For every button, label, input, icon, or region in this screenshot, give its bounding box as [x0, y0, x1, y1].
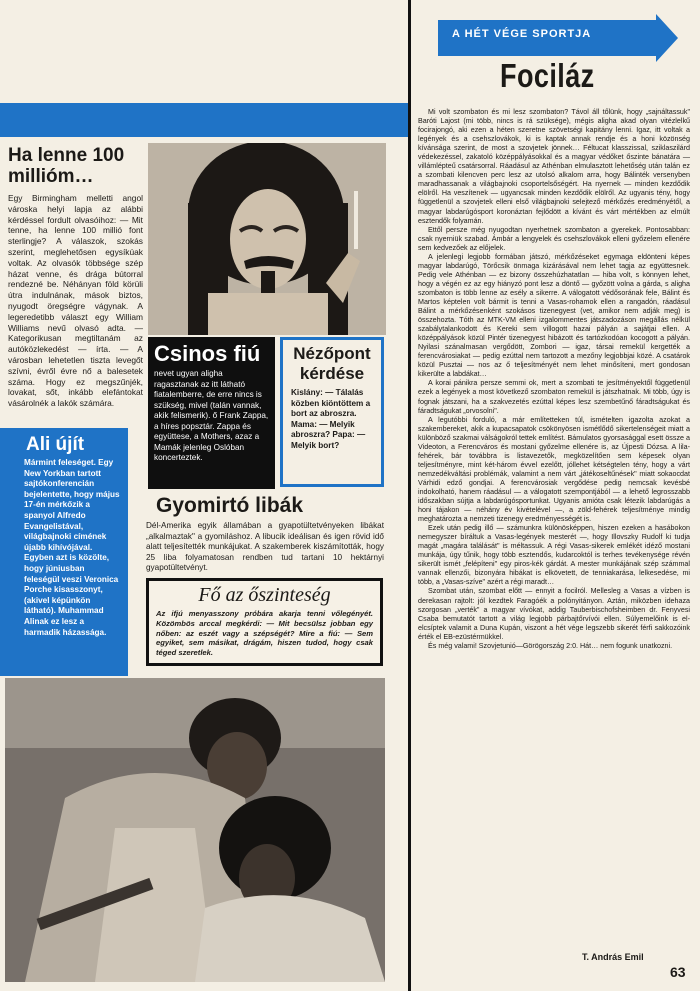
million-title: Ha lenne 100 millióm…: [8, 145, 125, 187]
article-paragraph: Mi volt szombaton és mi lesz szombaton? Távol áll tőlünk, hogy „sajnáltassuk" Baróti Lajost (mi több, nincs is rá szüksége), mégis aligha akad olyan vitézlelkű focirajongó, aki ezen a héten szeretne szövetségi kapitány lenni. Igaz, itt voltak a legények és a csehszlovákok, ki is kaptak annak rendje és a honi közönség kívánsága szerint, de most a szovjetek jönnek… Féltucat klasszissal, sziklaszilárd védekezéssel, zakatoló középpályásokkal és a magyar védőket őszinte bánatára — villámlépteű csatársorral. Ráadásul az Athénban elmulasztott lehetőség után talán ez a szombati kilencven perc lesz az utolsó alkalom arra, hogy Bálinték versenyben maradhassanak a világbajnoki csoportelsőségért. Ha nyernek — minden kezdődik elölről. Ha veszítenek — ugyancsak minden kezdődik elölről. Az ugyanis tény, hogy függetlenül a szovjetek elleni első világbajnoki selejtező mérkőzés eredményétől, a magyar labdarúgósport koronáztan fejlődött a kívánt és várt mértékben az elmúlt esztendők folyamán.: [418, 108, 690, 225]
gyomirto-title: Gyomirtó libák: [156, 494, 304, 517]
million-body: Egy Birmingham melletti angol városka helyi lapja az alábbi kérdéssel fordult olvasóihoz: — Mit tenne, ha lenne 100 millió font sterlingje? A válaszok, szokás szerint, meglehetősen egysíkúak voltak. Az olvasók többsége szép házat venne, és drága bútorral rendezné be. Néhányan föld körüli útra indulnának, mások biztos, nyugodt öregségre vágynak. A legeredetibb választ egy William Williams nevű olvasó adta. — Kategorikusan megtiltanám az autóközlekedést — írta. — A városban lehetetlen tiszta levegőt szívni, évről évre nő a balesetek száma. Hogy ez megszűnjék, lovakat, sőt, inkább elefántokat vásárolnék a lakók számára.: [8, 193, 143, 409]
article-paragraph: A korai pánikra persze semmi ok, mert a szombati te jesítményektől függetlenül ezek a legények a most következő szombaton remekül is játszhatnak. Mi több, úgy is fognak játszani, ha a szakvezetés ezúttal képes lesz szembetűnő fáradtságukat és fáradtságukat „orvosolni".: [418, 379, 690, 415]
section-label: A HÉT VÉGE SPORTJA: [452, 28, 592, 40]
ali-couple-photo: [5, 678, 385, 982]
article-paragraph: Szombat után, szombat előtt — ennyit a focilról. Mellesleg a Vasas a vízben is derekasan rajtolt: jól kezdtek Faragóék a polónyitányon. Aztán, miközben idehaza szorgosan „verték" a magyar vívókat, addig Tauberbischofsheimben dr. Fenyvesi Csaba bemutatót tartott a világ legjobb párbajtőrvívói ellen. Súlyemelőink is el-elcsíptek valamit a Duna Kupán, viszont a hét vége legszebb sikerét férfi sakkozóink érték el EB-ezüstérmükkel.: [418, 587, 690, 641]
column-divider: [408, 0, 411, 991]
article-body: [418, 108, 690, 651]
fo-az-oszinteseg-box: [146, 578, 383, 666]
fo-title: Fő az őszinteség: [198, 584, 331, 606]
ali-body: Mármint feleséget. Egy New Yorkban tartott sajtókonferencián bejelentette, hogy május 17-én mérkőzik a spanyol Alfredo Evangelistával, világbajnoki címének újabb kihívójával. Egyben azt is közölte, hogy júniusban feleségül veszi Veronica Porche kisasszonyt, (akivel képünkön látható). Muhammad Alinak ez lesz a harmadik házassága.: [24, 458, 120, 637]
gyomirto-body: Dél-Amerika egyik államában a gyapotültetvényeken libákat „alkalmaztak" a gyomiláshoz. A libucik ideálisan és igen rövid idő alatt teljesítették munkájukat. A szakemberek kiszámították, hogy 25 liba folyamatosan rendben tud tartani 10 hektárnyi gyapotültetvényt.: [146, 521, 384, 572]
zappa-photo: [148, 143, 386, 335]
article-paragraph: És még valami! Szovjetunió—Görögország 2:0. Hát… nem fogunk unatkozni.: [428, 641, 673, 650]
nezopont-box: [280, 337, 384, 487]
article-paragraph: Ezek után pedig illő — számunkra különösképpen, hiszen ezeken a hasábokon nemegyszer bíráltuk a Vasas-legények mesterét —, hogy Illovszky Rudolf ki tudja magát „magára találását" is méltassuk. A régi Vasas-sikerek emlékét idéző mostani munkája, úgy tűnik, hogy több esztendős, kudarcoktól is terhes tevékenysége révén sikerült ismét „felépíteni" egy piros-kék gárdát. A mester munkájának szép számmal vannak ellenzői, bizonyára hibákat is elkövetett, de tenniakarása, lelkesedése, mi több, a „Vasas-szíve" azért a régi maradt…: [418, 524, 690, 587]
article-paragraph: A jelenlegi legjobb formában játszó, mérkőzéseket egymaga eldönteni képes magyar labdarúgó, Törőcsik önmaga kizárásával nem lehet tagja az együttesnek. Pedig vele Athénban — ez bizony összehúzhatatlan — hiba volt, s könnyen lehet, hogy a végén ez az egy hiányzó pont lesz a döntő — győzött volna a gárda, s aligha szombaton is több lenne az esély a sikerre. A válogatott védősorának fele, Bálint és Martos képtelen volt bármit is tenni a Vasas-rohamok ellen a rangadón, ráadásul Bálint a mérkőzésenként szokásos tizenegyest (vet, amikor nem adják meg) is összehozta. Tóth az MTK-VM elleni izgalommentes játszadozáson megállás nélkül szabálytalankodott és Kereki sem villogott hazai pályán a sajátjai ellen. A középpályások közül Pintér tizenegyest hibázott és tartózkodóan kocogott a pályán. Nyilasi szánalmasan vergődött, Zombori — igaz, társai remekül kergették a ferencvárosiakat — pedig ezúttal nem tartozott a mezőny legjobbjai közé. A csatárok közül Pusztai — nos az ő teljesítményét nem lehet minősíteni, mert gondosan kikerülte a labdákat…: [418, 252, 690, 379]
page-number: 63: [670, 964, 686, 980]
csinos-body: nevet ugyan aligha ragasztanak az itt látható fiatalemberre, de erre nincs is szükség, mivel (talán vannak, akik felismerik). ő Frank Zappa, a híres popsztár. Zappa és együttese, a Mothers, azaz a Mamák jelenleg Oslóban koncerteztek.: [154, 369, 269, 462]
csinos-title: Csinos fiú: [154, 341, 261, 366]
ali-title: Ali újít: [26, 434, 85, 455]
blue-header-strip: [0, 103, 408, 137]
article-paragraph: A legutóbbi forduló, a már említetteken túl, ismételten igazolta azokat a szakembereket, akik a kupacsapatok csökönyösen ismétlődő sikertelenségeit miatt a különböző szakmai válságokról tettek említést. Bámulatos gyorsasággal esett össze a Videoton, a Ferencváros és mostani győzelme ellenére is, az Újpesti Dózsa. A lila-fehérek, bár továbbra is listavezetők, megközelítően sem képesek olyan teljesítményre, mint két-három évvel ezelőtt, jóllehet kétségtelen tény, hogy a várt nemzedékváltási problémák, valamint a nem várt „játékoseltűnések" miatt sokaocdat Várhidi edző gondjai. A ferencvárosiak vergődése pedig nemcsak kevésbé indokolható, hanem ráadásul — a válogatott szempontjából — a lehető legrosszabb időszakban sújtja a labdarúgósportunkat. Ugyanis amióta csak létezik labdarúgás a honi tájakon — néhány év kivételével —, a zöld-fehérek teljesítménye mindig meghatározta a nemzeti tizenegy eredményességét is.: [418, 415, 690, 524]
fo-body: Az ifjú menyasszony próbára akarja tenni vőlegényét. Közömbös arccal megkérdi: — Mit becsülsz jobban egy nőben: az eszét vagy a szépségét? Mire a fiú: — Sem egyiket, sem másikat, drágám, hiszen tudod, hogy csak téged szeretlek.: [156, 609, 373, 658]
nezopont-title: Nézőpont kérdése: [293, 344, 371, 383]
article-author: T. András Emil: [582, 952, 644, 962]
nezopont-body: Kislány: — Tálalás közben kiöntöttem a bort az abroszra. Mama: — Melyik abroszra? Papa: — Melyik bort?: [291, 388, 371, 450]
article-paragraph: Ettől persze még nyugodtan nyerhetnek szombaton a gyerekek. Pontosabban: csak nyerniük szabad. Ámbár a lengyelek és csehszlovákok elleni győzelem ellenére sem kedvezőek az előjelek.: [418, 225, 690, 252]
ali-ujit-box: [0, 428, 128, 676]
csinos-fiu-box: [148, 337, 275, 489]
article-title: Fociláz: [500, 57, 595, 94]
